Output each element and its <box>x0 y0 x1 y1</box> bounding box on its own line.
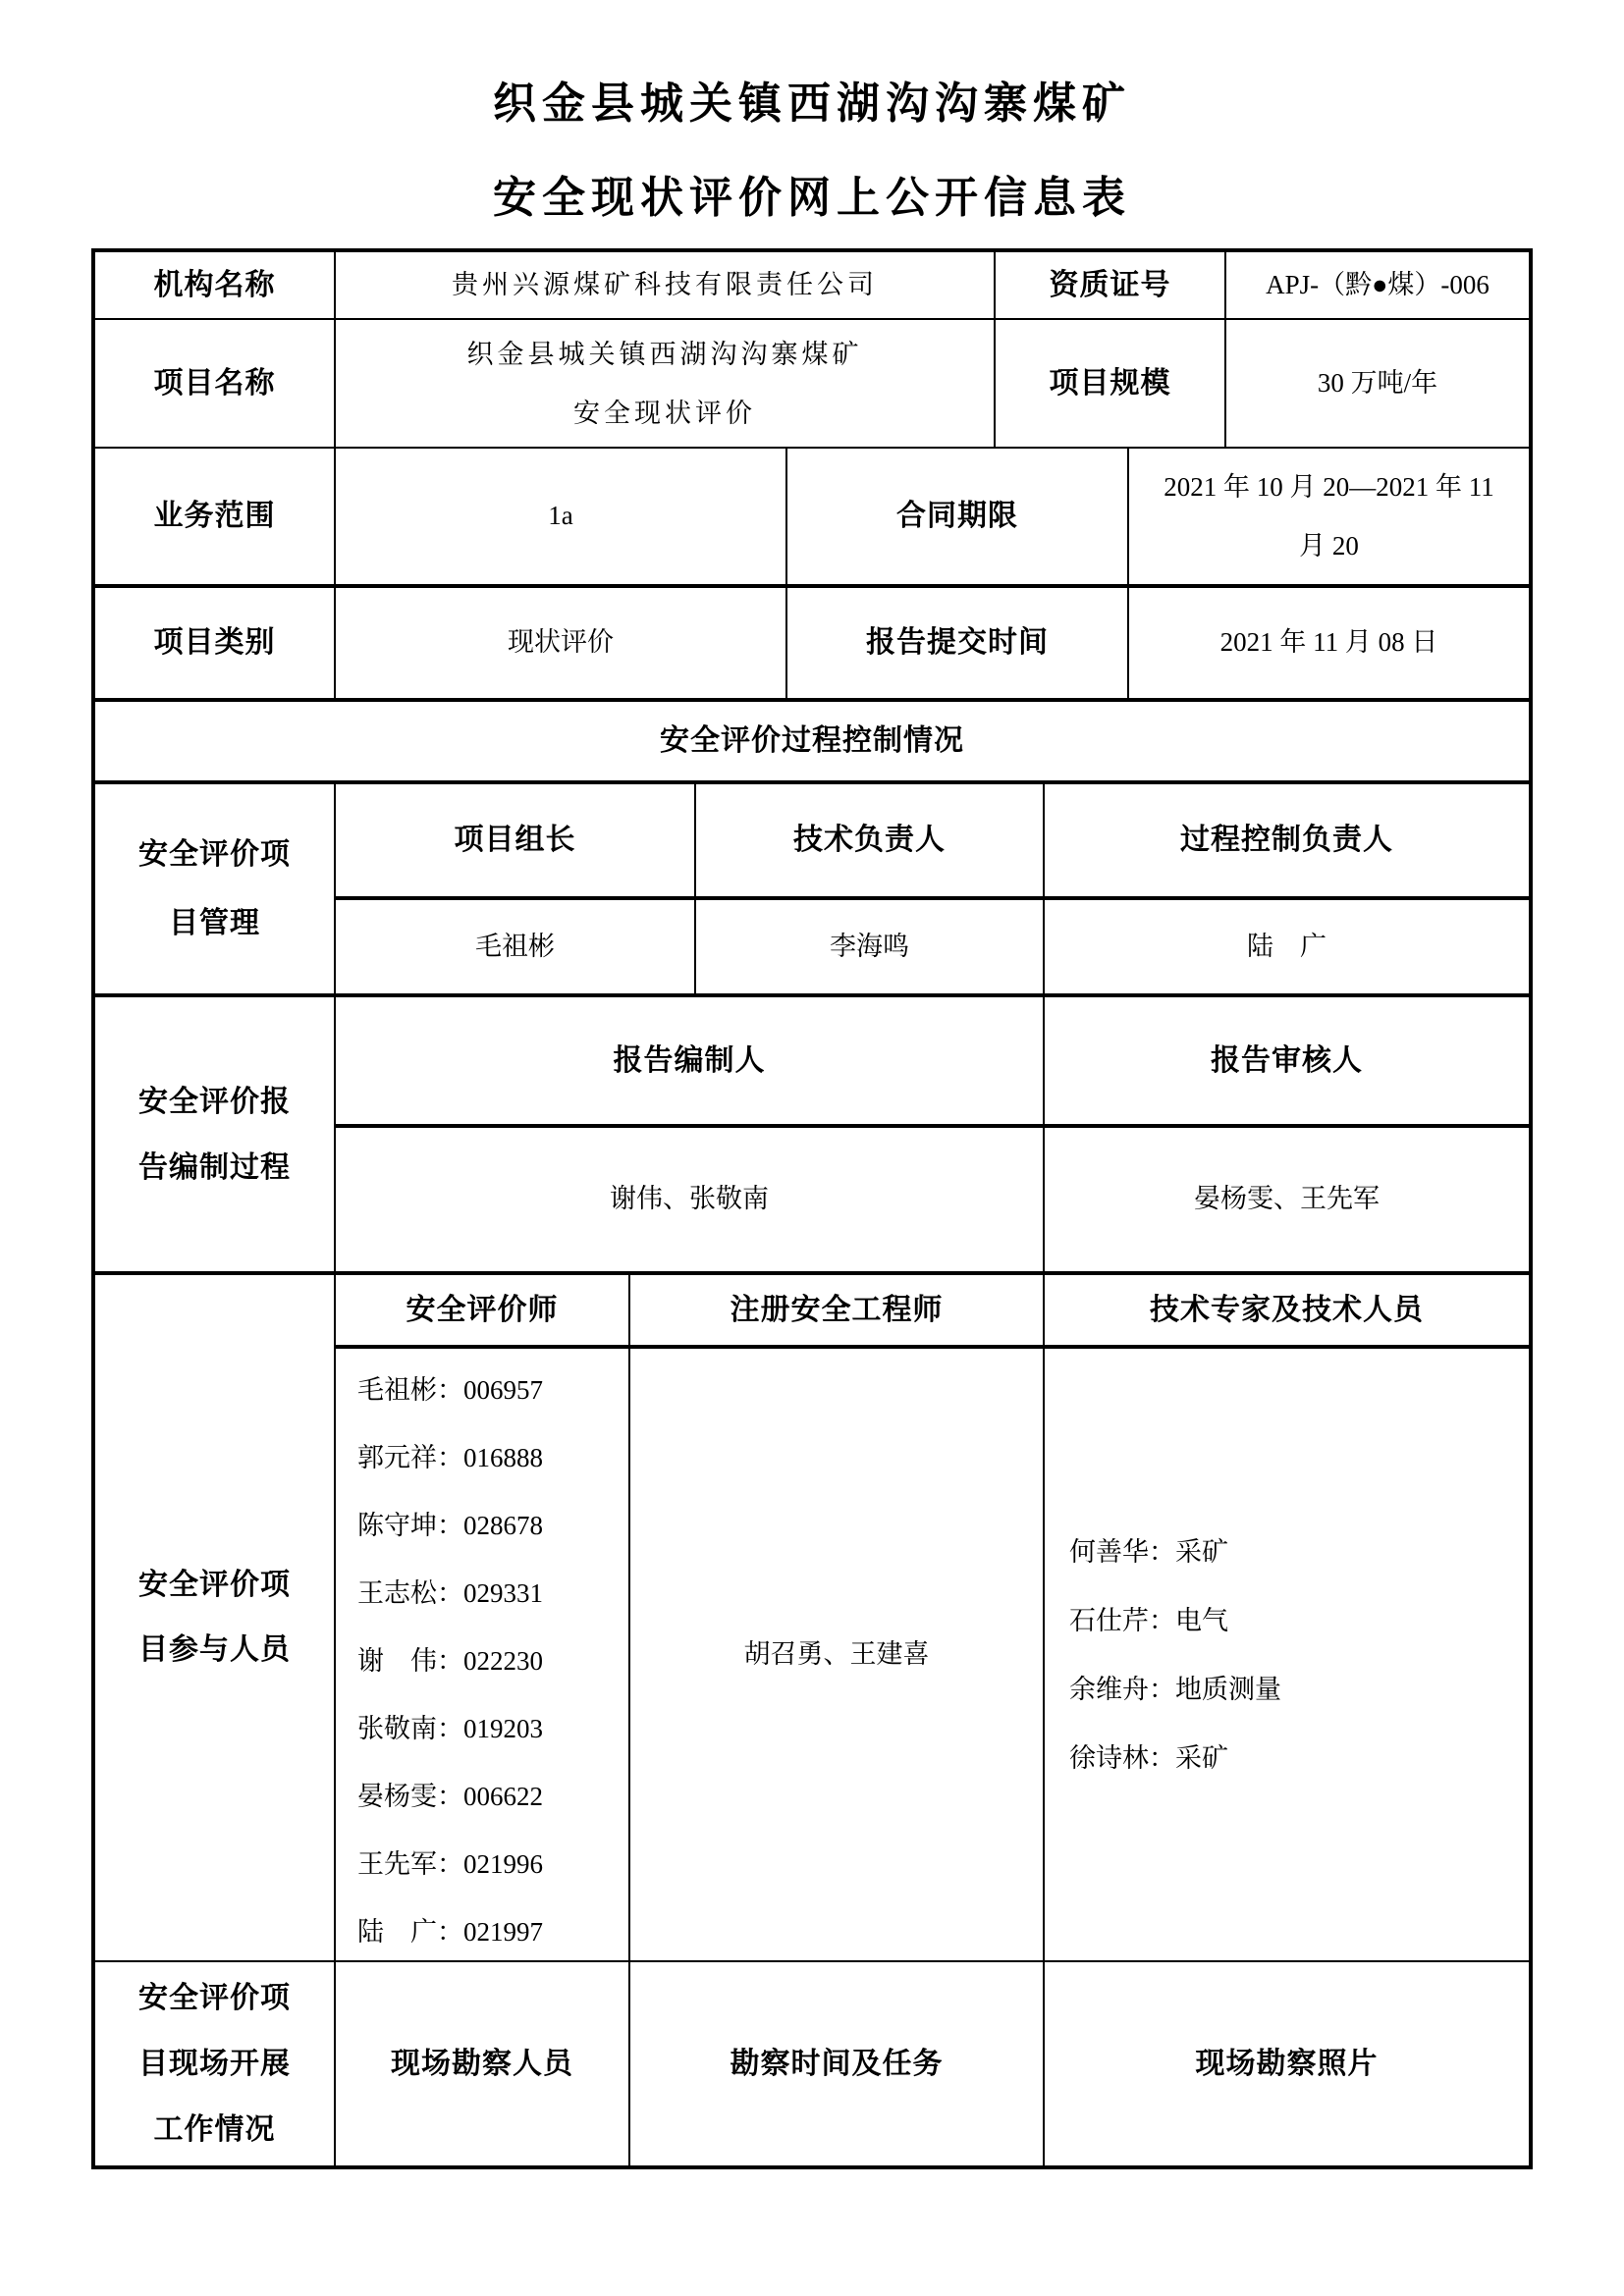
report-submit-label: 报告提交时间 <box>787 588 1129 702</box>
tech-director-header: 技术负责人 <box>696 784 1045 900</box>
project-scale-value: 30 万吨/年 <box>1226 320 1529 449</box>
project-scale-label: 项目规模 <box>996 320 1226 449</box>
process-control-director-header: 过程控制负责人 <box>1045 784 1529 900</box>
project-name-label: 项目名称 <box>95 320 336 449</box>
project-leader-value: 毛祖彬 <box>336 900 696 997</box>
participants-section-label <box>95 1275 336 1962</box>
title-line-1: 织金县城关镇西湖沟沟寨煤矿 <box>493 80 1131 128</box>
participants-section-label-line2: 目参与人员 <box>138 1633 291 1666</box>
tech-expert-header: 技术专家及技术人员 <box>1045 1275 1529 1349</box>
report-writer-header: 报告编制人 <box>336 997 1045 1128</box>
report-writer-value: 谢伟、张敬南 <box>336 1128 1045 1275</box>
document-title <box>0 57 1624 245</box>
report-reviewer-value: 晏杨雯、王先军 <box>1045 1128 1529 1275</box>
tech-director-value: 李海鸣 <box>696 900 1045 997</box>
project-leader-header: 项目组长 <box>336 784 696 900</box>
project-category-value: 现状评价 <box>336 588 787 702</box>
evaluator-item: 谢 伟：022230 <box>357 1646 543 1676</box>
evaluator-item: 陈守坤：028678 <box>357 1511 543 1540</box>
participants-section-label-line1: 安全评价项 <box>138 1569 291 1601</box>
evaluator-item: 陆 广：021997 <box>357 1917 543 1947</box>
site-work-section-label <box>95 1962 336 2165</box>
project-name-value-line2: 安全现状评价 <box>573 398 756 428</box>
report-section-label <box>95 997 336 1275</box>
safety-evaluator-header: 安全评价师 <box>336 1275 630 1349</box>
org-name-label: 机构名称 <box>95 252 336 320</box>
evaluator-item: 毛祖彬：006957 <box>357 1375 543 1405</box>
process-control-director-value: 陆 广 <box>1045 900 1529 997</box>
management-section-label <box>95 784 336 997</box>
business-scope-label: 业务范围 <box>95 449 336 588</box>
report-section-label-line1: 安全评价报 <box>138 1085 291 1118</box>
site-work-section-label-line2: 目现场开展 <box>138 2048 291 2080</box>
registered-engineer-value: 胡召勇、王建喜 <box>630 1349 1045 1962</box>
registered-engineer-header: 注册安全工程师 <box>630 1275 1045 1349</box>
org-name-value: 贵州兴源煤矿科技有限责任公司 <box>336 252 996 320</box>
tech-expert-list <box>1045 1349 1529 1962</box>
expert-item: 何善华：采矿 <box>1069 1536 1228 1567</box>
cert-no-label: 资质证号 <box>996 252 1226 320</box>
safety-evaluator-list <box>336 1349 630 1962</box>
project-category-label: 项目类别 <box>95 588 336 702</box>
report-section-label-line2: 告编制过程 <box>138 1150 291 1184</box>
cert-no-value: APJ-（黔●煤）-006 <box>1226 252 1529 320</box>
expert-item: 余维舟：地质测量 <box>1069 1674 1281 1704</box>
evaluator-item: 郭元祥：016888 <box>357 1443 543 1472</box>
contract-period-value-line1: 2021 年 10 月 20—2021 年 11 <box>1164 472 1494 502</box>
site-work-section-label-line3: 工作情况 <box>153 2113 276 2146</box>
contract-period-value <box>1129 449 1529 588</box>
evaluator-item: 晏杨雯：006622 <box>357 1782 543 1811</box>
site-survey-photo-header: 现场勘察照片 <box>1195 2047 1379 2080</box>
management-section-label-line2: 目管理 <box>169 906 260 939</box>
site-work-section-label-line1: 安全评价项 <box>138 1982 291 2014</box>
expert-item: 徐诗林：采矿 <box>1069 1742 1228 1773</box>
business-scope-value: 1a <box>336 449 787 588</box>
title-line-2: 安全现状评价网上公开信息表 <box>493 174 1131 222</box>
report-reviewer-header: 报告审核人 <box>1045 997 1529 1128</box>
contract-period-label: 合同期限 <box>787 449 1129 588</box>
evaluator-item: 张敬南：019203 <box>357 1714 543 1743</box>
project-name-value <box>336 320 996 449</box>
site-survey-staff-header: 现场勘察人员 <box>336 1962 630 2165</box>
survey-time-task-header: 勘察时间及任务 <box>630 1962 1045 2165</box>
evaluator-item: 王志松：029331 <box>357 1578 543 1608</box>
expert-item: 石仕芹：电气 <box>1069 1605 1228 1635</box>
info-table <box>91 248 1533 2169</box>
process-control-banner: 安全评价过程控制情况 <box>95 702 1529 784</box>
management-section-label-line1: 安全评价项 <box>138 837 291 871</box>
contract-period-value-line2: 月 20 <box>1299 531 1359 561</box>
report-submit-value: 2021 年 11 月 08 日 <box>1129 588 1529 702</box>
evaluator-item: 王先军：021996 <box>357 1849 543 1879</box>
project-name-value-line1: 织金县城关镇西湖沟沟寨煤矿 <box>466 339 863 369</box>
